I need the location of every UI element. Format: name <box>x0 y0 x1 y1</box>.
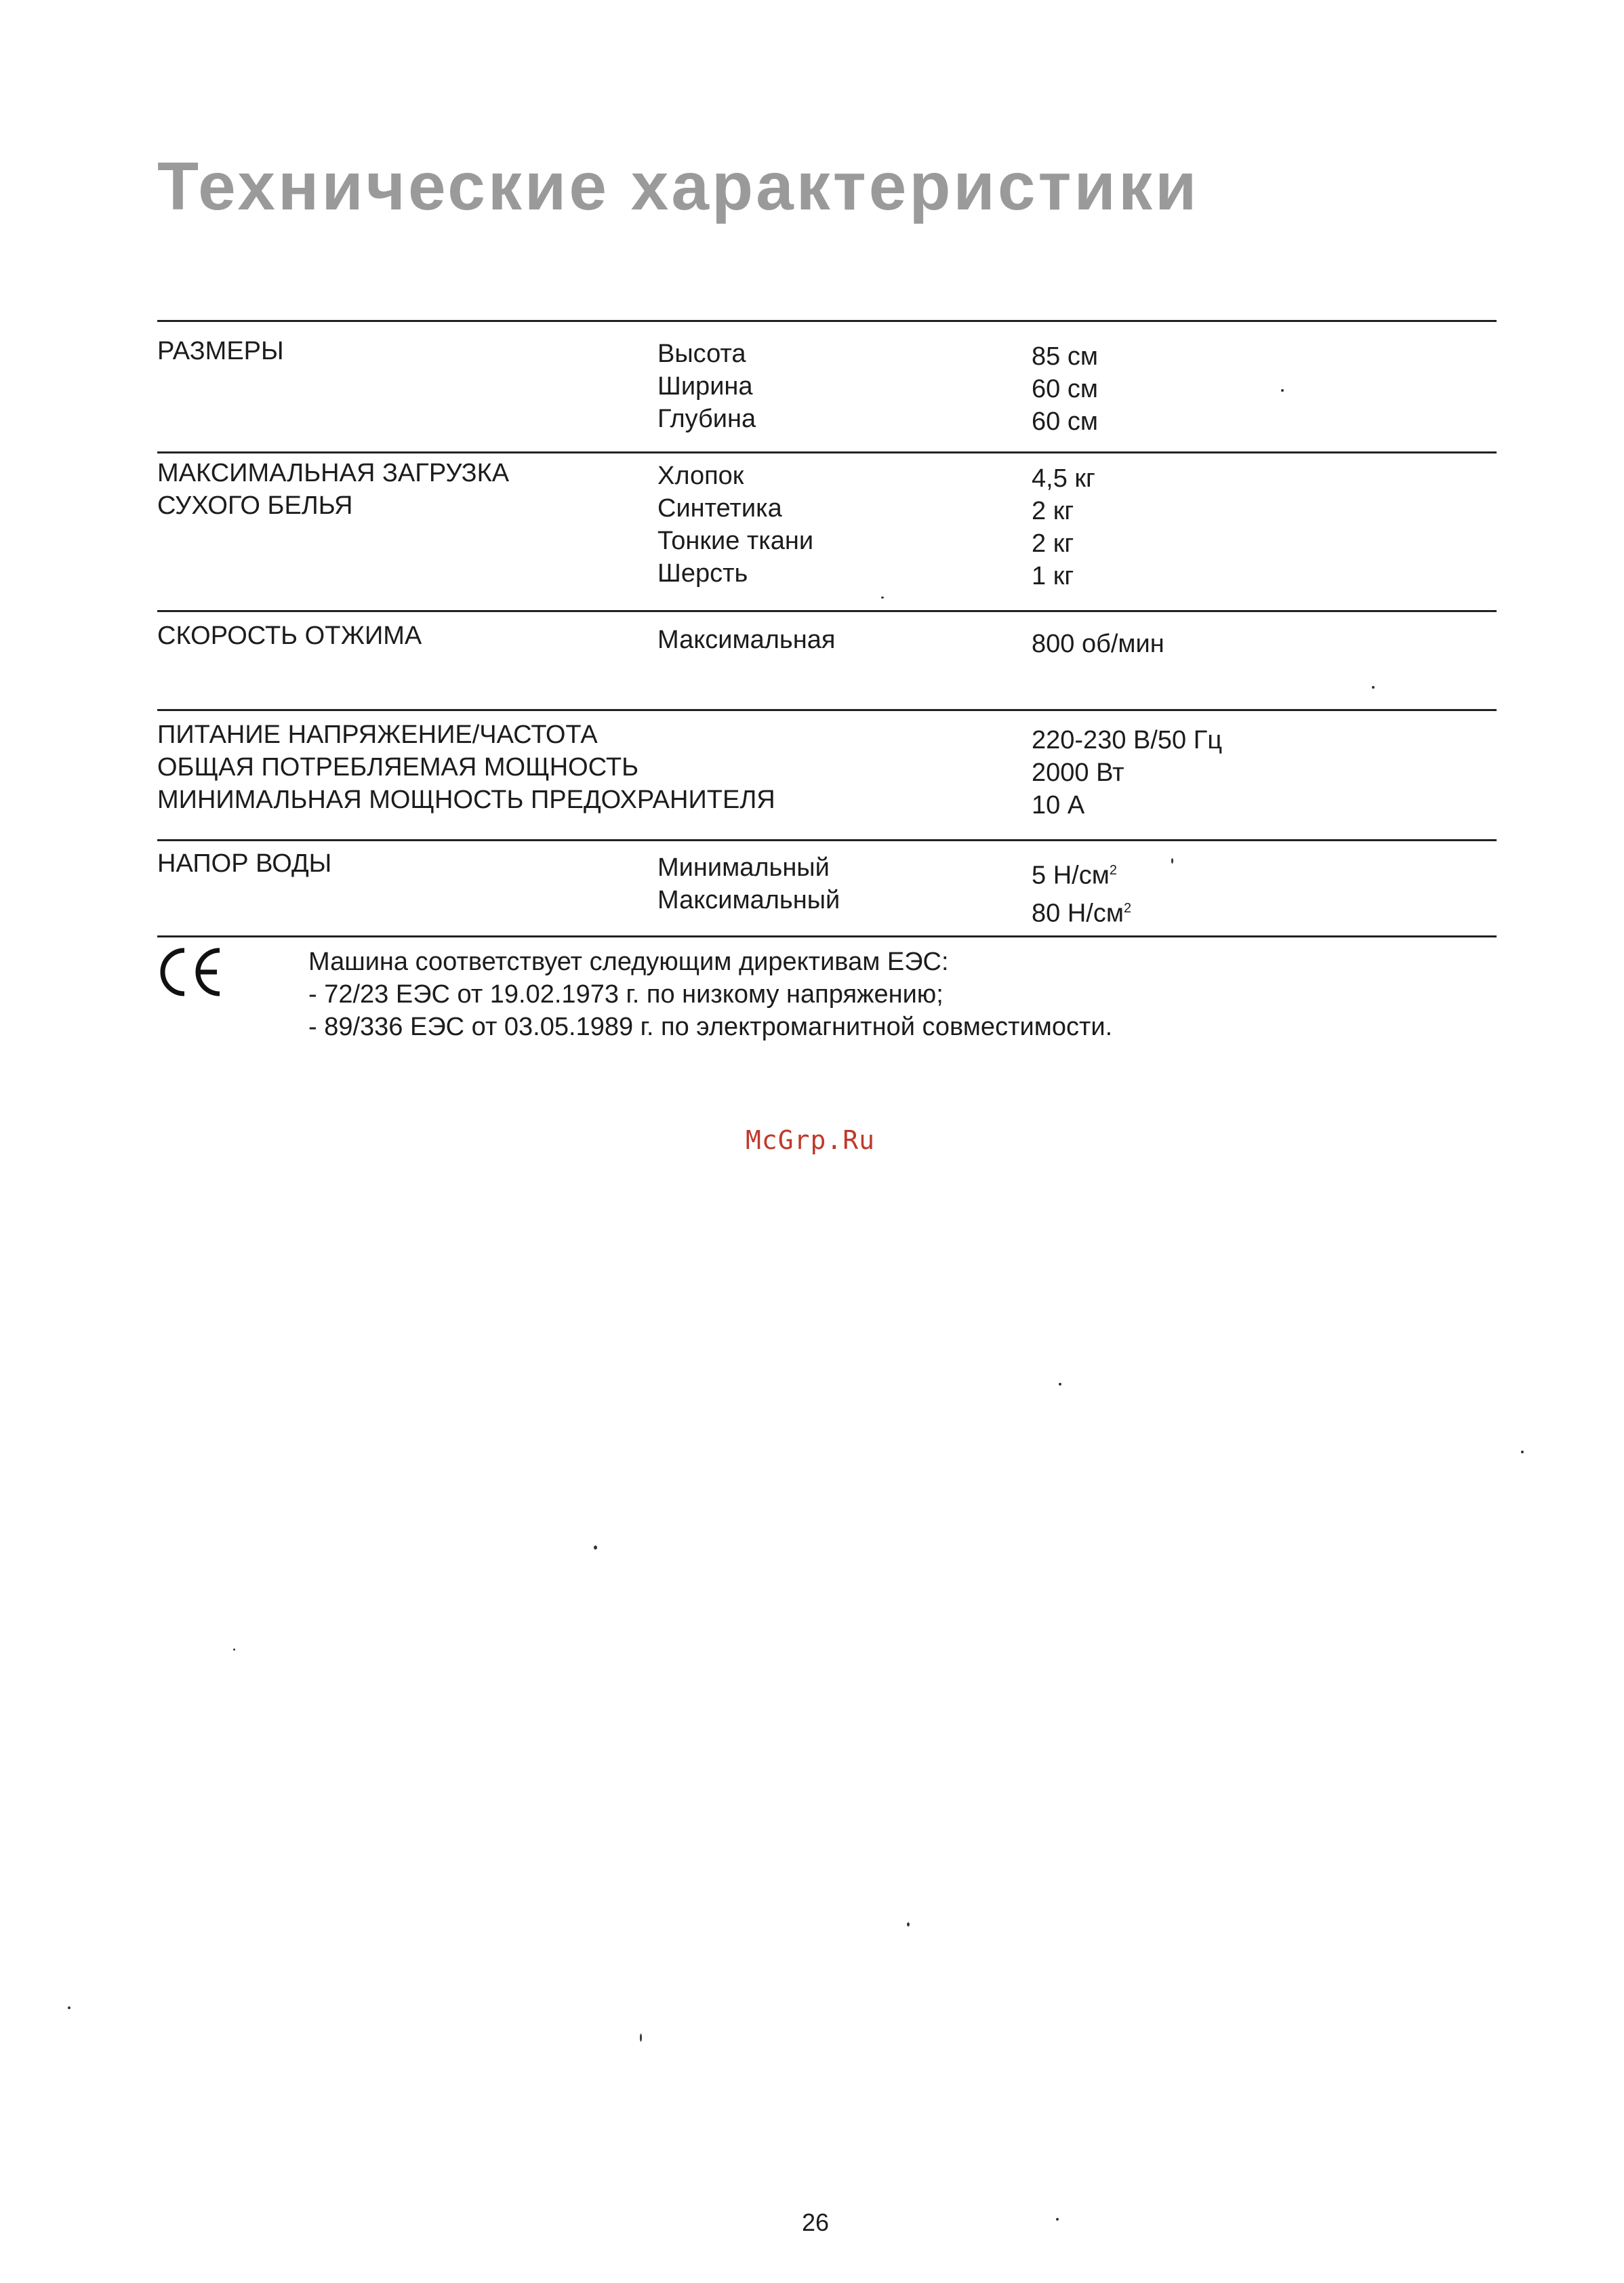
dimensions-label: РАЗМЕРЫ <box>157 337 284 365</box>
scan-speck <box>640 2034 642 2042</box>
power-supply-value: 220-230 В/50 Гц <box>1032 726 1223 754</box>
power-consumption-label: ОБЩАЯ ПОТРЕБЛЯЕМАЯ МОЩНОСТЬ <box>157 753 639 782</box>
power-consumption-value: 2000 Вт <box>1032 759 1124 787</box>
value-wool: 1 кг <box>1032 562 1074 590</box>
ce-mark-icon <box>157 945 225 999</box>
param-min-pressure: Минимальный <box>657 853 830 882</box>
param-depth: Глубина <box>657 405 756 433</box>
scan-speck <box>1171 858 1173 864</box>
water-pressure-params <box>657 851 840 916</box>
value-depth: 60 см <box>1032 407 1098 436</box>
power-values <box>1032 724 1222 822</box>
scan-speck <box>1521 1451 1524 1453</box>
param-wool: Шерсть <box>657 559 748 588</box>
table-divider <box>157 320 1497 322</box>
power-labels <box>157 719 775 816</box>
fuse-rating-value: 10 А <box>1032 791 1085 820</box>
value-max-pressure <box>1032 892 1131 930</box>
dimensions-params <box>657 338 756 435</box>
max-load-values <box>1032 462 1095 592</box>
param-delicates: Тонкие ткани <box>657 527 814 555</box>
unit-superscript: 2 <box>1109 863 1117 878</box>
table-divider <box>157 935 1497 937</box>
page-number: 26 <box>802 2208 830 2236</box>
water-pressure-label: НАПОР ВОДЫ <box>157 849 332 878</box>
compliance-directive-emc: - 89/336 ЕЭС от 03.05.1989 г. по электромагнитной совместимости. <box>308 1013 1113 1041</box>
scan-speck <box>233 1649 235 1651</box>
value-min-pressure <box>1032 854 1131 892</box>
scan-speck <box>1372 686 1375 689</box>
value-delicates: 2 кг <box>1032 529 1074 558</box>
compliance-intro: Машина соответствует следующим директивам ЕЭС: <box>308 948 949 976</box>
table-divider <box>157 451 1497 453</box>
page-title: Технические характеристики <box>157 148 1200 224</box>
value-height: 85 см <box>1032 342 1098 371</box>
scan-speck <box>68 2006 70 2009</box>
spin-speed-value: 800 об/мин <box>1032 630 1164 658</box>
water-pressure-values <box>1032 854 1131 929</box>
spin-speed-param: Максимальная <box>657 626 836 654</box>
scan-speck <box>881 597 884 599</box>
value-max-pressure-text: 80 Н/см <box>1032 899 1124 928</box>
param-height: Высота <box>657 340 746 368</box>
param-synthetics: Синтетика <box>657 494 782 523</box>
scan-speck <box>594 1545 597 1550</box>
spin-speed-label: СКОРОСТЬ ОТЖИМА <box>157 622 422 650</box>
max-load-params <box>657 460 813 590</box>
table-divider <box>157 839 1497 841</box>
dimensions-values <box>1032 340 1098 438</box>
max-load-label-line: СУХОГО БЕЛЬЯ <box>157 491 353 520</box>
param-max-pressure: Максимальный <box>657 886 840 914</box>
value-cotton: 4,5 кг <box>1032 464 1095 493</box>
compliance-directive-low-voltage: - 72/23 ЕЭС от 19.02.1973 г. по низкому напряжению; <box>308 980 943 1009</box>
compliance-statement <box>308 946 1112 1043</box>
fuse-rating-label: МИНИМАЛЬНАЯ МОЩНОСТЬ ПРЕДОХРАНИТЕЛЯ <box>157 786 775 814</box>
param-cotton: Хлопок <box>657 462 744 490</box>
table-divider <box>157 709 1497 711</box>
scan-speck <box>1059 1383 1061 1386</box>
power-supply-label: ПИТАНИЕ НАПРЯЖЕНИЕ/ЧАСТОТА <box>157 721 598 749</box>
value-width: 60 см <box>1032 375 1098 403</box>
table-divider <box>157 610 1497 612</box>
scan-speck <box>907 1922 910 1926</box>
max-load-label-line: МАКСИМАЛЬНАЯ ЗАГРУЗКА <box>157 459 510 487</box>
value-min-pressure-text: 5 Н/см <box>1032 861 1110 890</box>
max-load-label <box>157 457 509 522</box>
scan-speck <box>1056 2218 1059 2221</box>
param-width: Ширина <box>657 372 753 401</box>
value-synthetics: 2 кг <box>1032 497 1074 525</box>
scan-speck <box>1281 389 1284 392</box>
unit-superscript: 2 <box>1123 900 1132 916</box>
watermark: McGrp.Ru <box>746 1125 876 1155</box>
